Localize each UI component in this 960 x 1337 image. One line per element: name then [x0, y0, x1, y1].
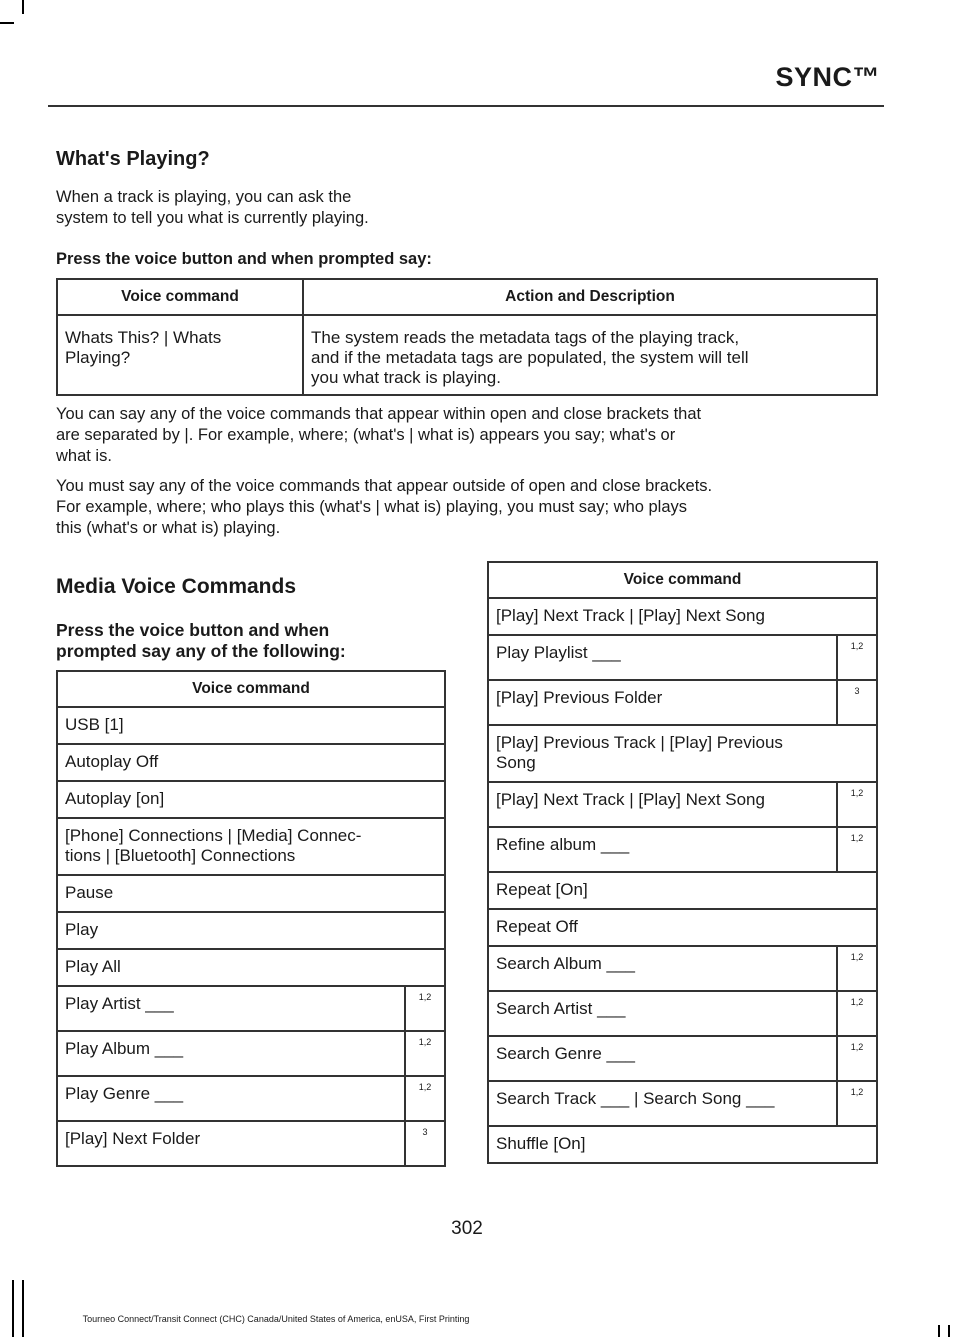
crop-mark	[22, 1280, 24, 1337]
table-row	[57, 875, 445, 912]
header-divider	[48, 105, 884, 107]
media-voice-commands-table-left	[56, 670, 446, 1167]
whats-playing-table	[56, 278, 878, 396]
table-row	[488, 1036, 877, 1081]
voice-command-cell: Play Artist ___	[57, 986, 405, 1031]
voice-command-cell: [Play] Previous Folder	[488, 680, 837, 725]
voice-command-cell: Search Artist ___	[488, 991, 837, 1036]
table-row	[488, 680, 877, 725]
footnote-reference: 1,2	[405, 1076, 445, 1121]
column-header-voice-command: Voice command	[488, 562, 877, 598]
table-row	[57, 744, 445, 781]
table-row	[488, 598, 877, 635]
footnote-reference: 1,2	[837, 782, 877, 827]
table-row	[488, 909, 877, 946]
voice-command-cell: [Phone] Connections | [Media] Connec- tions | [Bluetooth] Connections	[57, 818, 445, 875]
voice-command-cell: Search Album ___	[488, 946, 837, 991]
crop-mark	[938, 1325, 940, 1337]
table-row	[488, 991, 877, 1036]
table-row	[488, 635, 877, 680]
voice-command-cell: Shuffle [On]	[488, 1126, 877, 1163]
table-row	[57, 707, 445, 744]
voice-command-cell: Search Genre ___	[488, 1036, 837, 1081]
table-row	[488, 1126, 877, 1163]
table-row	[57, 986, 445, 1031]
table-row	[57, 818, 445, 875]
footnote-reference: 3	[837, 680, 877, 725]
table-row	[488, 827, 877, 872]
footnote-reference: 1,2	[837, 991, 877, 1036]
footnote-reference: 1,2	[837, 1036, 877, 1081]
section-heading-media-voice-commands: Media Voice Commands	[56, 575, 297, 598]
table-row	[57, 781, 445, 818]
table-row	[57, 315, 877, 395]
footnote-reference: 1,2	[837, 827, 877, 872]
page-number: 302	[451, 1218, 483, 1239]
footnote-reference: 1,2	[837, 1081, 877, 1126]
section-heading-whats-playing: What's Playing?	[56, 148, 210, 170]
voice-command-cell: Play Genre ___	[57, 1076, 405, 1121]
voice-command-cell: [Play] Next Track | [Play] Next Song	[488, 598, 877, 635]
crop-mark	[22, 0, 24, 14]
voice-command-cell: Play Album ___	[57, 1031, 405, 1076]
table-row	[488, 946, 877, 991]
table-row	[488, 725, 877, 782]
column-header-voice-command: Voice command	[57, 279, 303, 315]
voice-command-cell: Refine album ___	[488, 827, 837, 872]
explanation-paragraph-2: You must say any of the voice commands that appear outside of open and close brackets. For example, where; who plays this (what's | what is) playing, you must say; who plays this (what's or what is) playing.	[56, 477, 713, 537]
voice-command-cell: Repeat Off	[488, 909, 877, 946]
voice-command-cell: Repeat [On]	[488, 872, 877, 909]
voice-command-cell: USB [1]	[57, 707, 445, 744]
table-row	[488, 1081, 877, 1126]
table-row	[488, 782, 877, 827]
voice-command-cell: Pause	[57, 875, 445, 912]
voice-command-cell: Play Playlist ___	[488, 635, 837, 680]
media-instruction-text: Press the voice button and when prompted say any of the following:	[56, 620, 346, 661]
intro-paragraph: When a track is playing, you can ask the system to tell you what is currently playing.	[56, 188, 369, 227]
column-header-voice-command: Voice command	[57, 671, 445, 707]
description-cell: The system reads the metadata tags of the playing track, and if the metadata tags are populated, the system will tell you what track is playing.	[303, 315, 877, 395]
footnote-reference: 1,2	[837, 946, 877, 991]
voice-command-cell: [Play] Previous Track | [Play] Previous Song	[488, 725, 877, 782]
table-row	[57, 1031, 445, 1076]
page-header-title: SYNC™	[775, 62, 880, 92]
column-header-action-description: Action and Description	[303, 279, 877, 315]
footnote-reference: 1,2	[405, 986, 445, 1031]
table-row	[57, 1076, 445, 1121]
media-voice-commands-table-right	[487, 561, 878, 1164]
voice-command-cell: Whats This? | Whats Playing?	[57, 315, 303, 395]
table-row	[57, 912, 445, 949]
explanation-paragraph-1: You can say any of the voice commands that appear within open and close brackets that are separated by |. For example, where; (what's | what is) appears you say; what's or what is.	[56, 405, 702, 465]
footer-text: Tourneo Connect/Transit Connect (CHC) Canada/United States of America, enUSA, First Printing	[82, 1314, 470, 1324]
footnote-reference: 3	[405, 1121, 445, 1166]
footnote-reference: 1,2	[837, 635, 877, 680]
voice-command-cell: Play All	[57, 949, 445, 986]
voice-command-cell: [Play] Next Track | [Play] Next Song	[488, 782, 837, 827]
voice-command-cell: Autoplay Off	[57, 744, 445, 781]
table-row	[57, 1121, 445, 1166]
crop-mark	[0, 22, 14, 24]
voice-command-cell: Play	[57, 912, 445, 949]
footnote-reference: 1,2	[405, 1031, 445, 1076]
crop-mark	[948, 1325, 950, 1337]
voice-command-cell: Search Track ___ | Search Song ___	[488, 1081, 837, 1126]
crop-mark	[12, 1280, 14, 1337]
voice-command-cell: [Play] Next Folder	[57, 1121, 405, 1166]
voice-command-cell: Autoplay [on]	[57, 781, 445, 818]
table-row	[488, 872, 877, 909]
instruction-text: Press the voice button and when prompted say:	[56, 250, 432, 268]
table-row	[57, 949, 445, 986]
